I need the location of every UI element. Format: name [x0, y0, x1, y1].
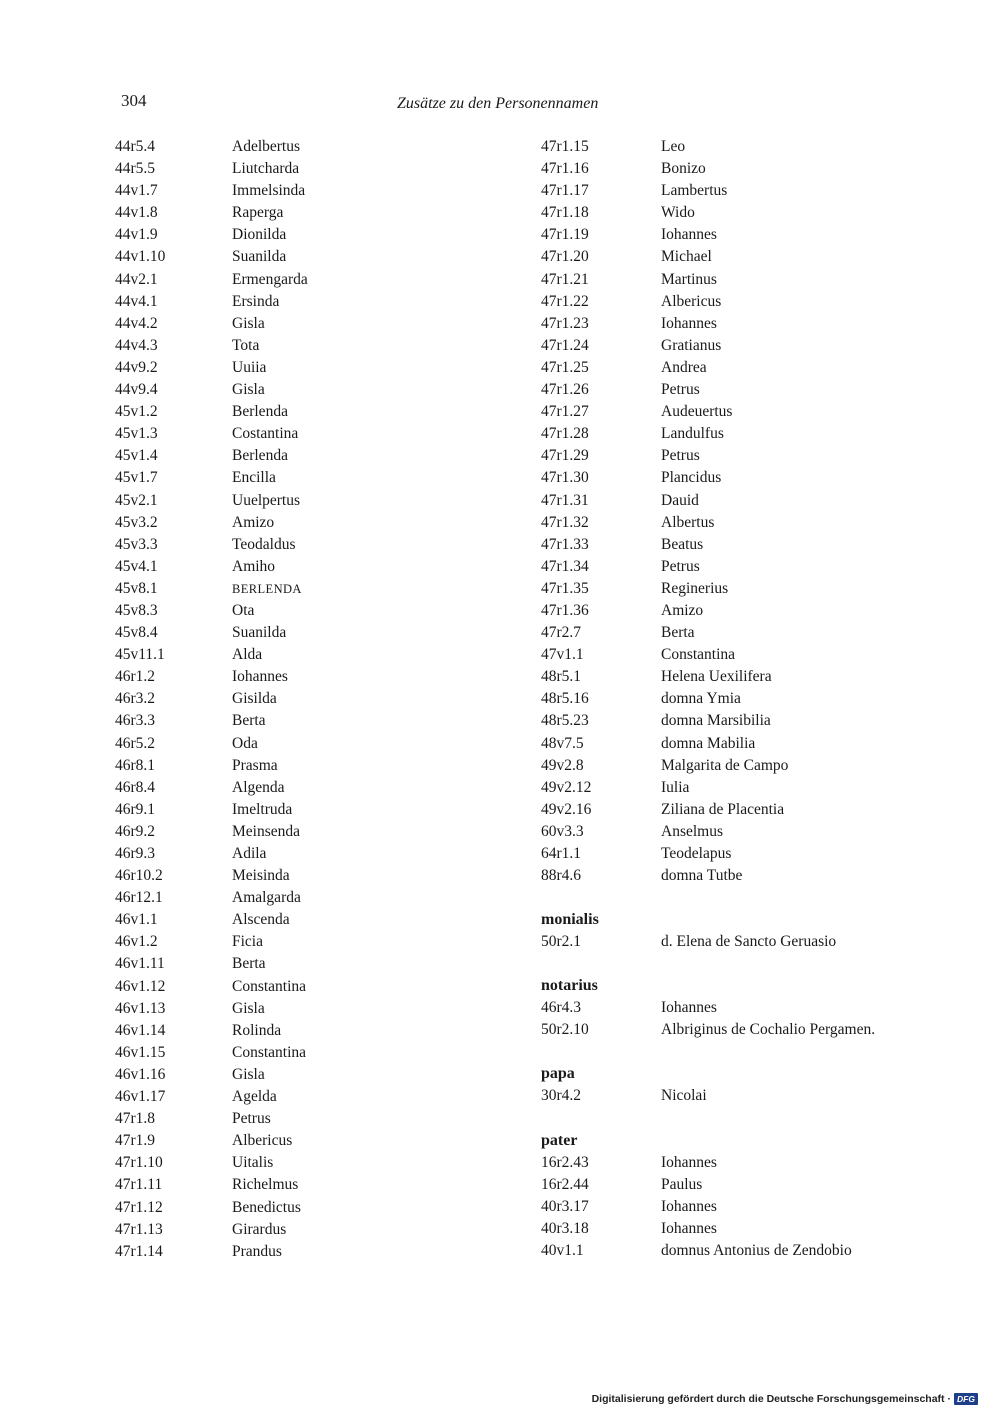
- entry-name: Petrus: [232, 1110, 271, 1128]
- entry-reference: 46r10.2: [115, 867, 163, 885]
- entry-name: Benedictus: [232, 1198, 301, 1216]
- index-entry: [115, 1108, 475, 1130]
- index-entry: [541, 644, 961, 666]
- entry-reference: 48r5.23: [541, 712, 589, 730]
- index-entry: [541, 843, 961, 865]
- index-entry: [541, 313, 961, 335]
- entry-reference: 47r1.32: [541, 513, 589, 531]
- entry-reference: 45v1.2: [115, 403, 158, 421]
- section-heading: pater: [541, 1131, 578, 1149]
- entry-name: Ersinda: [232, 292, 280, 310]
- running-head: Zusätze zu den Personennamen: [397, 95, 599, 112]
- entry-reference: 47r1.15: [541, 138, 589, 155]
- index-entry: [541, 1240, 961, 1262]
- index-entry: [115, 379, 475, 401]
- entry-name: Suanilda: [232, 248, 287, 266]
- index-entry: [115, 401, 475, 423]
- entry-reference: 46r5.2: [115, 734, 156, 752]
- entry-name: Lambertus: [661, 182, 728, 200]
- entry-reference: 47r1.13: [115, 1220, 163, 1238]
- entry-reference: 16r2.44: [541, 1175, 589, 1193]
- index-entry: [541, 578, 961, 600]
- entry-name: Gisla: [232, 381, 265, 399]
- entry-reference: 60v3.3: [541, 822, 584, 840]
- entry-name: Meisinda: [232, 867, 290, 885]
- index-entry: [541, 622, 961, 644]
- entry-name: Gisilda: [232, 690, 277, 708]
- index-entry: [541, 733, 961, 755]
- entry-reference: 45v2.1: [115, 491, 158, 509]
- index-entry: [115, 1086, 475, 1108]
- entry-name: Nicolai: [661, 1087, 707, 1105]
- entry-name: Gratianus: [661, 336, 722, 354]
- index-entry: [115, 644, 475, 666]
- entry-reference: 50r2.1: [541, 933, 582, 951]
- index-entry: [541, 1196, 961, 1218]
- entry-name: Gisla: [232, 314, 265, 332]
- entry-name: Teodaldus: [232, 535, 296, 553]
- entry-reference: 30r4.2: [541, 1087, 582, 1105]
- entry-reference: 44v1.10: [115, 248, 166, 266]
- entry-name: Iohannes: [661, 1197, 717, 1215]
- entry-name: Leo: [661, 138, 686, 155]
- left-column: [115, 136, 475, 1263]
- index-entry: [115, 467, 475, 489]
- entry-reference: 46r4.3: [541, 999, 582, 1017]
- index-entry: [541, 865, 961, 887]
- index-entry: [115, 445, 475, 467]
- entry-name: Gisla: [232, 999, 265, 1017]
- index-entry: [541, 600, 961, 622]
- entry-reference: 45v4.1: [115, 557, 158, 575]
- index-entry: [115, 1020, 475, 1042]
- entry-name: Amiho: [232, 557, 276, 575]
- entry-reference: 46r9.1: [115, 800, 156, 818]
- entry-name: Beatus: [661, 535, 704, 553]
- entry-name: Petrus: [661, 447, 700, 465]
- entry-reference: 44v4.2: [115, 314, 158, 332]
- index-entry: [541, 1019, 961, 1041]
- entry-name: Andrea: [661, 358, 707, 376]
- entry-reference: 47r1.33: [541, 535, 589, 553]
- index-entry: [115, 865, 475, 887]
- entry-name: Constantina: [232, 1043, 307, 1061]
- entry-reference: 40r3.18: [541, 1219, 589, 1237]
- index-entry: [541, 490, 961, 512]
- entry-reference: 47r1.36: [541, 601, 589, 619]
- index-entry: [115, 246, 475, 268]
- entry-name: domna Tutbe: [661, 867, 743, 885]
- entry-name: Iohannes: [661, 226, 717, 244]
- entry-name: Imeltruda: [232, 800, 293, 818]
- entry-name: Ziliana de Placentia: [661, 800, 785, 818]
- entry-name: Berta: [232, 955, 266, 973]
- index-entry: [115, 976, 475, 998]
- entry-reference: 49v2.16: [541, 800, 592, 818]
- entry-name: Gisla: [232, 1065, 265, 1083]
- index-entry: [115, 799, 475, 821]
- entry-reference: 47r1.22: [541, 292, 589, 310]
- entry-name: Iohannes: [232, 668, 288, 686]
- index-entry: [115, 998, 475, 1020]
- index-entry: [541, 423, 961, 445]
- entry-name: Iohannes: [661, 999, 717, 1017]
- entry-name: Prasma: [232, 756, 278, 774]
- index-entry: [541, 379, 961, 401]
- index-entry: [541, 997, 961, 1019]
- index-entry: [115, 423, 475, 445]
- entry-reference: 47r1.19: [541, 226, 589, 244]
- entry-reference: 50r2.10: [541, 1021, 589, 1039]
- index-entry: [541, 246, 961, 268]
- index-entry: [115, 755, 475, 777]
- entry-reference: 40r3.17: [541, 1197, 589, 1215]
- entry-reference: 44v4.1: [115, 292, 158, 310]
- index-entry: [115, 1219, 475, 1241]
- index-entry: [541, 1152, 961, 1174]
- entry-name: Iohannes: [661, 314, 717, 332]
- footer-text: Digitalisierung gefördert durch die Deutsche Forschungsgemeinschaft: [591, 1393, 945, 1405]
- entry-name: Martinus: [661, 270, 717, 288]
- index-entry: [115, 666, 475, 688]
- index-entry: [115, 688, 475, 710]
- entry-reference: 47r1.31: [541, 491, 589, 509]
- index-entry: [115, 622, 475, 644]
- section-heading: notarius: [541, 977, 598, 995]
- page-number: 304: [121, 91, 147, 110]
- entry-name: Agelda: [232, 1088, 277, 1106]
- index-entry: [115, 909, 475, 931]
- entry-name: Rolinda: [232, 1021, 282, 1039]
- index-entry: [115, 269, 475, 291]
- entry-name: Malgarita de Campo: [661, 756, 789, 774]
- entry-reference: 44v9.4: [115, 381, 158, 399]
- entry-reference: 47r1.25: [541, 358, 589, 376]
- entry-reference: 46r12.1: [115, 889, 163, 907]
- index-entry: [541, 291, 961, 313]
- entry-reference: 46r8.1: [115, 756, 156, 774]
- entry-reference: 47v1.1: [541, 646, 584, 664]
- entry-name: Oda: [232, 734, 258, 752]
- entry-reference: 47r1.29: [541, 447, 589, 465]
- entry-reference: 47r1.28: [541, 425, 589, 443]
- entry-reference: 48r5.1: [541, 668, 582, 686]
- entry-name: Alda: [232, 646, 263, 664]
- entry-name: Landulfus: [661, 425, 724, 443]
- entry-reference: 47r1.18: [541, 204, 589, 222]
- entry-name: Iohannes: [661, 1219, 717, 1237]
- entry-name: Adila: [232, 845, 267, 862]
- entry-reference: 45v8.3: [115, 601, 158, 619]
- index-entry: [541, 777, 961, 799]
- entry-reference: 46v1.11: [115, 955, 165, 973]
- index-entry: [541, 269, 961, 291]
- entry-name: Prandus: [232, 1242, 282, 1260]
- dfg-logo: DFG: [954, 1393, 978, 1405]
- entry-reference: 47r1.14: [115, 1242, 163, 1260]
- entry-reference: 48v7.5: [541, 734, 584, 752]
- entry-name: Costantina: [232, 425, 299, 443]
- entry-name: domna Mabilia: [661, 734, 756, 752]
- entry-reference: 46v1.2: [115, 933, 158, 951]
- entry-name: BERLENDA: [232, 581, 302, 596]
- index-entry: [115, 512, 475, 534]
- index-entry: [115, 1174, 475, 1196]
- entry-name: Amizo: [232, 513, 275, 531]
- index-entry: [541, 335, 961, 357]
- entry-name: Petrus: [661, 557, 700, 575]
- index-entry: [115, 1197, 475, 1219]
- entry-reference: 48r5.16: [541, 690, 589, 708]
- entry-reference: 45v3.2: [115, 513, 158, 531]
- entry-reference: 46v1.17: [115, 1088, 166, 1106]
- entry-name: Suanilda: [232, 624, 287, 642]
- entry-name: Ermengarda: [232, 270, 308, 288]
- entry-name: Iohannes: [661, 1153, 717, 1171]
- index-entry: [541, 799, 961, 821]
- entry-name: Audeuertus: [661, 403, 733, 421]
- entry-name: Immelsinda: [232, 182, 306, 200]
- entry-reference: 16r2.43: [541, 1153, 589, 1171]
- entry-name: Ota: [232, 601, 255, 619]
- index-entry: [115, 202, 475, 224]
- entry-name: Anselmus: [661, 822, 723, 840]
- entry-reference: 47r1.21: [541, 270, 589, 288]
- entry-reference: 44r5.4: [115, 138, 156, 155]
- entry-name: Bonizo: [661, 160, 706, 178]
- entry-name: Alscenda: [232, 911, 290, 929]
- index-entry: [541, 1174, 961, 1196]
- entry-name: Berta: [661, 624, 695, 642]
- entry-name: domnus Antonius de Zendobio: [661, 1241, 852, 1259]
- entry-reference: 45v8.4: [115, 624, 158, 642]
- entry-name: Adelbertus: [232, 138, 301, 155]
- section-heading: papa: [541, 1065, 575, 1083]
- index-entry: [115, 953, 475, 975]
- index-entry: [541, 136, 961, 158]
- entry-name: Algenda: [232, 778, 285, 796]
- entry-reference: 47r1.10: [115, 1154, 163, 1172]
- index-entry: [541, 512, 961, 534]
- entry-reference: 47r1.16: [541, 160, 589, 178]
- entry-reference: 44r5.5: [115, 160, 156, 178]
- index-entry: [115, 600, 475, 622]
- entry-name: Wido: [661, 204, 695, 222]
- entry-reference: 46v1.15: [115, 1043, 166, 1061]
- index-entry: [115, 158, 475, 180]
- entry-reference: 47r1.30: [541, 469, 589, 487]
- entry-name: Petrus: [661, 381, 700, 399]
- entry-name: domna Marsibilia: [661, 712, 771, 730]
- index-entry: [115, 1241, 475, 1263]
- entry-name: Richelmus: [232, 1176, 299, 1194]
- entry-reference: 47r1.23: [541, 314, 589, 332]
- index-entry: [541, 710, 961, 732]
- entry-name: Michael: [661, 248, 712, 266]
- entry-name: Albriginus de Cochalio Pergamen.: [661, 1021, 876, 1039]
- index-entry: [115, 556, 475, 578]
- footer: [592, 1393, 978, 1405]
- entry-name: Berlenda: [232, 447, 288, 465]
- entry-reference: 46r8.4: [115, 778, 156, 796]
- index-entry: [115, 313, 475, 335]
- entry-reference: 45v3.3: [115, 535, 158, 553]
- section-heading: monialis: [541, 911, 599, 929]
- index-entry: [541, 821, 961, 843]
- index-entry: [115, 843, 475, 865]
- index-entry: [541, 755, 961, 777]
- entry-reference: 45v11.1: [115, 646, 165, 664]
- index-entry: [541, 202, 961, 224]
- entry-name: Albertus: [661, 513, 715, 531]
- index-entry: [115, 1130, 475, 1152]
- index-entry: [541, 1218, 961, 1240]
- index-entry: [115, 490, 475, 512]
- entry-reference: 46r3.3: [115, 712, 156, 730]
- index-entry: [541, 224, 961, 246]
- entry-reference: 45v8.1: [115, 579, 158, 597]
- entry-reference: 47r1.8: [115, 1110, 156, 1128]
- entry-reference: 46v1.12: [115, 977, 166, 995]
- entry-reference: 45v1.7: [115, 469, 158, 487]
- entry-name: Albericus: [661, 292, 722, 310]
- index-entry: [541, 666, 961, 688]
- entry-name: Constantina: [661, 646, 736, 664]
- entry-reference: 49v2.12: [541, 778, 592, 796]
- index-entry: [541, 467, 961, 489]
- entry-name: Amalgarda: [232, 889, 301, 907]
- entry-name: Tota: [232, 336, 260, 354]
- index-entry: [115, 534, 475, 556]
- entry-name: d. Elena de Sancto Geruasio: [661, 933, 837, 951]
- entry-reference: 49v2.8: [541, 756, 584, 774]
- entry-name: Berlenda: [232, 403, 288, 421]
- entry-name: Albericus: [232, 1132, 293, 1150]
- index-entry: [115, 578, 475, 600]
- entry-reference: 47r1.20: [541, 248, 589, 266]
- entry-name: Uitalis: [232, 1154, 274, 1172]
- index-entry: [115, 291, 475, 313]
- index-entry: [541, 556, 961, 578]
- entry-reference: 40v1.1: [541, 1241, 584, 1259]
- index-entry: [115, 224, 475, 246]
- entry-reference: 47r2.7: [541, 624, 582, 642]
- entry-name: Girardus: [232, 1220, 287, 1238]
- index-entry: [115, 335, 475, 357]
- index-entry: [115, 821, 475, 843]
- entry-name: Constantina: [232, 977, 307, 995]
- entry-name: Dauid: [661, 491, 699, 509]
- index-entry: [115, 777, 475, 799]
- entry-reference: 46r3.2: [115, 690, 156, 708]
- entry-reference: 46r9.2: [115, 822, 156, 840]
- entry-reference: 44v9.2: [115, 358, 158, 376]
- entry-reference: 44v2.1: [115, 270, 158, 288]
- entry-name: Raperga: [232, 204, 284, 222]
- entry-reference: 47r1.34: [541, 557, 589, 575]
- index-entry: [541, 401, 961, 423]
- index-entry: [541, 158, 961, 180]
- entry-reference: 46v1.14: [115, 1021, 166, 1039]
- index-entry: [541, 688, 961, 710]
- entry-reference: 46r1.2: [115, 668, 156, 686]
- entry-name: Dionilda: [232, 226, 287, 244]
- entry-reference: 45v1.3: [115, 425, 158, 443]
- entry-name: domna Ymia: [661, 690, 741, 708]
- index-entry: [115, 1152, 475, 1174]
- entry-name: Encilla: [232, 469, 276, 487]
- entry-name: Plancidus: [661, 469, 722, 487]
- entry-reference: 47r1.24: [541, 336, 589, 354]
- entry-reference: 46v1.1: [115, 911, 158, 929]
- entry-reference: 88r4.6: [541, 867, 582, 885]
- index-entry: [541, 1085, 961, 1107]
- index-entry: [115, 733, 475, 755]
- index-entry: [115, 357, 475, 379]
- index-entry: [115, 887, 475, 909]
- entry-reference: 44v1.8: [115, 204, 158, 222]
- entry-reference: 47r1.9: [115, 1132, 156, 1150]
- index-entry: [115, 180, 475, 202]
- right-column: [541, 136, 961, 1262]
- entry-name: Uuelpertus: [232, 491, 301, 509]
- index-entry: [541, 931, 961, 953]
- index-entry: [541, 357, 961, 379]
- entry-name: Helena Uexilifera: [661, 668, 772, 686]
- index-entry: [115, 931, 475, 953]
- index-entry: [541, 180, 961, 202]
- entry-reference: 44v1.7: [115, 182, 158, 200]
- entry-reference: 47r1.26: [541, 381, 589, 399]
- index-entry: [115, 1042, 475, 1064]
- entry-reference: 64r1.1: [541, 845, 582, 862]
- entry-reference: 46v1.16: [115, 1065, 166, 1083]
- entry-reference: 45v1.4: [115, 447, 158, 465]
- entry-reference: 47r1.11: [115, 1176, 163, 1194]
- entry-name: Liutcharda: [232, 160, 300, 178]
- entry-name: Berta: [232, 712, 266, 730]
- entry-name: Amizo: [661, 601, 704, 619]
- footer-separator: ·: [947, 1393, 952, 1405]
- entry-reference: 47r1.12: [115, 1198, 163, 1216]
- entry-name: Uuiia: [232, 358, 267, 376]
- entry-reference: 47r1.35: [541, 579, 589, 597]
- index-entry: [115, 1064, 475, 1086]
- index-entry: [541, 445, 961, 467]
- index-entry: [115, 136, 475, 158]
- entry-reference: 44v1.9: [115, 226, 158, 244]
- entry-reference: 44v4.3: [115, 336, 158, 354]
- entry-name: Teodelapus: [661, 845, 732, 862]
- entry-name: Paulus: [661, 1175, 703, 1193]
- entry-name: Reginerius: [661, 579, 729, 597]
- index-entry: [115, 710, 475, 732]
- index-entry: [541, 534, 961, 556]
- entry-reference: 46v1.13: [115, 999, 166, 1017]
- entry-reference: 47r1.27: [541, 403, 589, 421]
- entry-name: Ficia: [232, 933, 263, 951]
- entry-reference: 46r9.3: [115, 845, 156, 862]
- entry-name: Iulia: [661, 778, 690, 796]
- entry-name: Meinsenda: [232, 822, 301, 840]
- entry-reference: 47r1.17: [541, 182, 589, 200]
